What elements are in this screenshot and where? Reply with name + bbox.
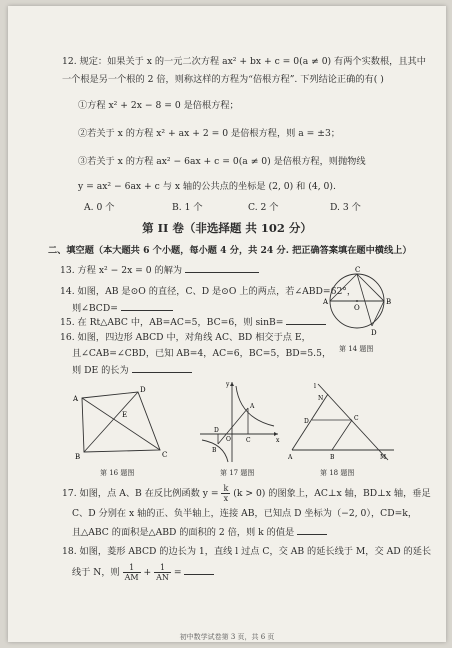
svg-text:C: C [246,437,251,444]
q17-answer-blank[interactable] [297,526,327,535]
svg-text:M: M [380,454,387,461]
svg-text:D: D [140,386,146,394]
fig16-caption: 第 16 题图 [100,469,135,477]
label-d: D [371,329,377,337]
exam-page [8,6,446,642]
diagonal-ac [82,398,160,450]
figure-14 [316,264,398,340]
quadrilateral-abcd [82,392,160,452]
q17-line3: 且△ABC 的面积是△ABD 的面积的 2 倍，则 k 的值是 [72,526,327,539]
svg-text:C: C [162,451,168,459]
q12-item2: ②若关于 x 的方程 x² + ax + 2 = 0 是倍根方程，则 a = ±3； [78,128,340,139]
svg-text:x: x [276,437,280,444]
q12-option-a: A. 0 个 [84,202,115,213]
q14-line1: 14. 如图，AB 是⊙O 的直径，C、D 是⊙O 上的两点，若∠ABD=62°， [60,286,357,297]
q16-line1: 16. 如图，四边形 ABCD 中，对角线 AC、BD 相交于点 E， [60,332,311,343]
fig18-caption: 第 18 题图 [320,469,355,477]
line-l [318,384,388,460]
fig14-caption: 第 14 题图 [339,345,374,353]
page-footer: 初中数学试卷第 3 页，共 6 页 [179,633,275,641]
section-title: 第 II 卷（非选择题 共 102 分） [142,221,312,235]
q17-line1: 17. 如图，点 A、B 在反比例函数 y = $\frac{k}{x}$ (k > 0) 的图象上，AC⊥x 轴，BD⊥x 轴，垂足 [62,484,431,503]
label-o: O [354,304,360,312]
svg-text:A: A [250,403,255,410]
q16-line2: 且∠CAB=∠CBD，已知 AB=4，AC=6，BC=5，BD=5.5， [72,348,332,359]
q17-fraction: $\frac{k}{x}$ [223,484,229,503]
fig17-caption: 第 17 题图 [220,469,255,477]
q14-line2: 则∠BCD= [72,302,173,315]
svg-text:D: D [214,427,219,434]
q14-answer-blank[interactable] [121,302,173,311]
svg-text:y: y [226,381,230,388]
svg-text:C: C [354,415,359,422]
q12-line1: 12. 规定：如果关于 x 的一元二次方程 ax² + bx + c = 0(a ≠ 0) 有两个实数根，且其中 [62,56,426,67]
q12-line2: 一个根是另一个根的 2 倍，则称这样的方程为“倍根方程”. 下列结论正确的有( ) [62,74,384,85]
label-c: C [355,266,361,274]
q17-line2: C、D 分别在 x 轴的正、负半轴上，连接 AB，已知点 D 坐标为（−2, 0），CD=k， [72,508,418,519]
q18-fraction-2: $\frac{1}{AN}$ [156,563,169,582]
q12-item3b: y = ax² − 6ax + c 与 x 轴的公共点的坐标是 (2, 0) 和 (4, 0). [78,181,336,192]
q18-answer-blank[interactable] [184,566,214,575]
q12-item3: ③若关于 x 的方程 ax² − 6ax + c = 0(a ≠ 0) 是倍根方程，则抛物线 [78,156,366,167]
q12-item1: ①方程 x² + 2x − 8 = 0 是倍根方程； [78,100,239,111]
figure-16 [70,384,170,464]
q16-answer-blank[interactable] [132,364,192,373]
q13-answer-blank[interactable] [185,264,259,273]
line-an [292,394,328,450]
q18-line2: 线于 N，则 $\frac{1}{AM}$ + $\frac{1}{AN}$ = [72,562,214,584]
svg-text:B: B [330,454,335,461]
q15-answer-blank[interactable] [286,316,326,325]
hyperbola-branch-1 [236,386,274,426]
svg-text:O: O [226,436,231,443]
q12-option-b: B. 1 个 [172,202,203,213]
svg-text:D: D [304,418,309,425]
svg-text:E: E [122,411,128,419]
diagonal-bd [84,392,138,452]
label-a: A [323,298,329,306]
svg-text:B: B [212,447,217,454]
q15-text: 15. 在 Rt△ABC 中，AB=AC=5，BC=6，则 sinB= [60,316,326,329]
svg-text:B: B [75,453,81,461]
svg-text:A: A [288,454,293,461]
q13-text: 13. 方程 x² − 2x = 0 的解为 [60,264,259,277]
figure-17 [196,378,282,464]
q12-option-d: D. 3 个 [330,202,361,213]
q18-line1: 18. 如图，菱形 ABCD 的边长为 1，直线 l 过点 C，交 AB 的延长线于 M，交 AD 的延长 [62,546,432,557]
svg-text:N: N [318,395,324,402]
q12-option-c: C. 2 个 [248,202,279,213]
label-b: B [386,298,392,306]
fill-in-heading: 二、填空题（本大题共 6 个小题，每小题 4 分，共 24 分. 把正确答案填在题中横线上） [48,245,412,256]
q16-line3: 则 DE 的长为 [72,364,192,377]
svg-text:l: l [314,383,316,390]
q18-fraction-1: $\frac{1}{AM}$ [124,563,139,582]
svg-text:A: A [73,395,79,403]
figure-18 [288,380,400,464]
